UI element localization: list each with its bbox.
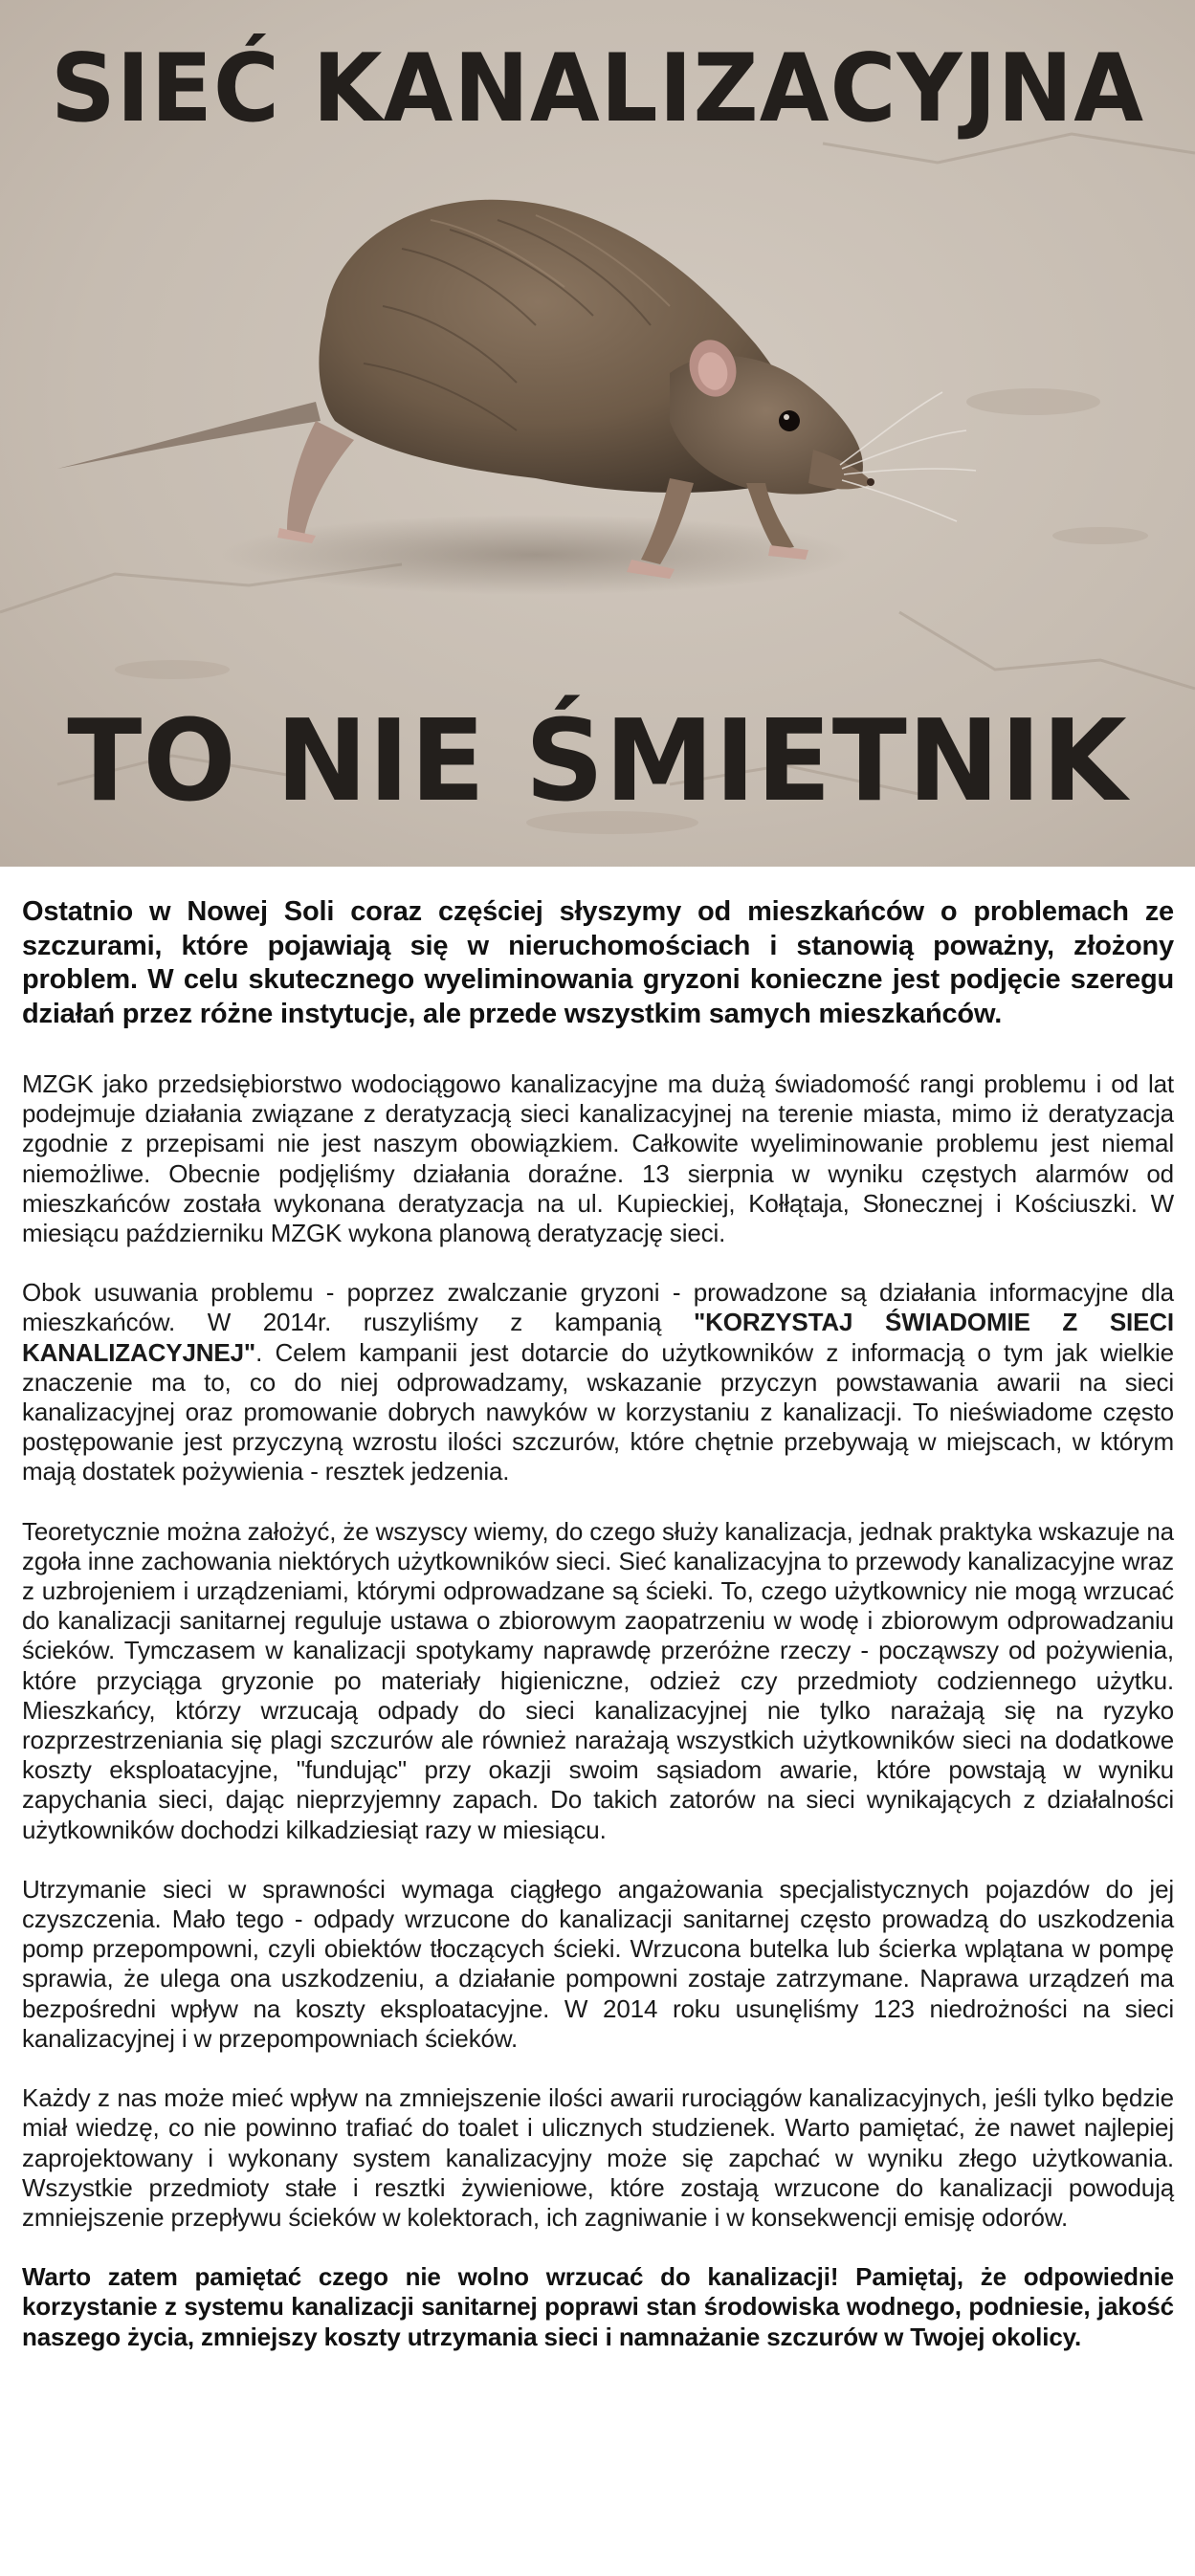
hero-banner: [0, 0, 1195, 867]
hero-title-bottom: TO NIE ŚMIETNIK: [67, 694, 1128, 826]
article-body: [22, 895, 1174, 2352]
paragraph-usage: Teoretycznie można założyć, że wszyscy wiemy, do czego służy kanalizacja, jednak praktyka wskazuje na zgoła inne zachowania niektórych użytkowników sieci. Sieć kanalizacyjna to przewody kanalizacyjne wraz z uzbrojeniem i urządzeniami, którymi odprowadzane są ścieki. To, czego użytkownicy nie mogą wrzucać do kanalizacji sanitarnej reguluje ustawa o zbiorowym zaopatrzeniu w wodę i zbiorowym odprowadzaniu ścieków. Tymczasem w kanalizacji spotykamy naprawdę przeróżne rzeczy - począwszy od pożywienia, które przyciąga gryzonie po materiały higieniczne, odzież czy przedmioty codziennego użytku. Mieszkańcy, którzy wrzucają odpady do sieci kanalizacyjnej nie tylko narażają się na ryzyko rozprzestrzeniania się plagi szczurów ale również narażają wszystkich użytkowników sieci na dodatkowe koszty eksploatacyjne, "fundując" przy okazji swoim sąsiadom awarie, które powstają w wyniku zapychania sieci, dając nieprzyjemny zapach. Do takich zatorów na sieci wynikających z działalności użytkowników dochodzi kilkadziesiąt razy w miesiącu.: [22, 1516, 1174, 1844]
campaign-name: "KORZYSTAJ ŚWIADOMIE Z SIECI KANALIZACYJNEJ": [22, 1308, 1174, 1367]
closing-paragraph: Warto zatem pamiętać czego nie wolno wrzucać do kanalizacji! Pamiętaj, że odpowiednie korzystanie z systemu kanalizacji sanitarnej poprawi stan środowiska wodnego, podniesie, jakość naszego życia, zmniejszy koszty utrzymania sieci i namnażanie szczurów w Twojej okolicy.: [22, 2262, 1174, 2351]
campaign-intro-text: Obok usuwania problemu - poprzez zwalczanie gryzoni - prowadzone są działania informacyjne dla mieszkańców. W 2014r. ruszyliśmy z kampanią: [22, 1278, 1174, 1337]
campaign-body-text: . Celem kampanii jest dotarcie do użytkowników z informacją o tym jak wielkie znaczenie ma to, co do niej odprowadzamy, wskazanie przyczyn powstawania awarii na sieci kanalizacyjnej oraz promowanie dobrych nawyków w korzystaniu z kanalizacji. To nieświadome często postępowanie jest przyczyną wzrostu ilości szczurów, które chętnie przebywają w miejscach, w którym mają dostatek pożywienia - resztek jedzenia.: [22, 1337, 1174, 1486]
paragraph-awareness: Każdy z nas może mieć wpływ na zmniejszenie ilości awarii rurociągów kanalizacyjnych, jeśli tylko będzie miał wiedzę, co nie powinno trafiać do toalet i ulicznych studzienek. Warto pamiętać, że nawet najlepiej zaprojektowany i wykonany system kanalizacyjny może się zapchać w wyniku złego użytkowania. Wszystkie przedmioty stałe i resztki żywieniowe, które zostają wrzucone do kanalizacji powodują zmniejszenie przepływu ścieków w kolektorach, ich zagniwanie i w konsekwencji emisję odorów.: [22, 2083, 1174, 2232]
paragraph-mzgk: MZGK jako przedsiębiorstwo wodociągowo kanalizacyjne ma dużą świadomość rangi problemu i od lat podejmuje działania związane z deratyzacją sieci kanalizacyjnej na terenie miasta, mimo iż deratyzacja zgodnie z przepisami nie jest naszym obowiązkiem. Całkowite wyeliminowanie problemu jest niemal niemożliwe. Obecnie podjęliśmy działania doraźne. 13 sierpnia w wyniku częstych alarmów od mieszkańców została wykonana deratyzacja na ul. Kupieckiej, Kołłątaja, Słonecznej i Kościuszki. W miesiącu październiku MZGK wykona planową deratyzację sieci.: [22, 1069, 1174, 1248]
lead-paragraph: Ostatnio w Nowej Soli coraz częściej słyszymy od mieszkańców o problemach ze szczurami, które pojawiają się w nieruchomościach i stanowią poważny, złożony problem. W celu skutecznego wyeliminowania gryzoni konieczne jest podjęcie szeregu działań przez różne instytucje, ale przede wszystkim samych mieszkańców.: [22, 896, 1174, 1029]
paragraph-campaign: [22, 1278, 1174, 1486]
paragraph-maintenance: Utrzymanie sieci w sprawności wymaga ciągłego angażowania specjalistycznych pojazdów do jej czyszczenia. Mało tego - odpady wrzucone do kanalizacji sanitarnej często prowadzą do uszkodzenia pomp przepompowni, czyli obiektów tłoczących ścieki. Wrzucona butelka lub ścierka wplątana w pompę sprawia, że ulega ona uszkodzeniu, a działanie pompowni zostaje zatrzymane. Naprawa urządzeń ma bezpośredni wpływ na koszty eksploatacyjne. W 2014 roku usunęliśmy 123 niedrożności na sieci kanalizacyjnej i w przepompowniach ścieków.: [22, 1874, 1174, 2053]
hero-title-top: SIEĆ KANALIZACYJNA: [50, 34, 1145, 143]
